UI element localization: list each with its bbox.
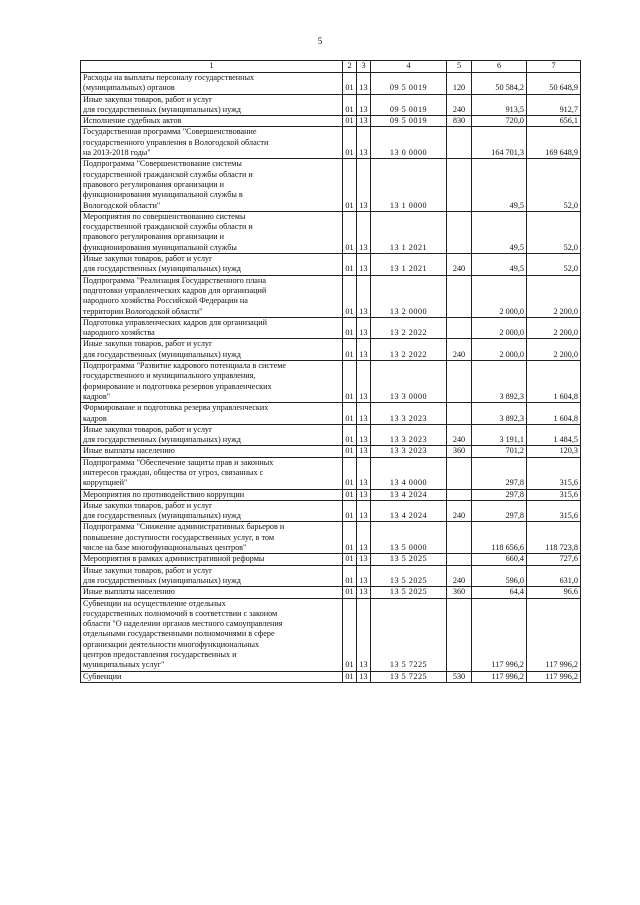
amount-year-2: 169 648,9: [527, 127, 581, 159]
subsection-code: 13: [357, 254, 371, 276]
target-article-code: 13 5 7225: [371, 671, 447, 682]
amount-year-2: 1 604,8: [527, 403, 581, 425]
target-article-code: 13 3 2023: [371, 424, 447, 446]
section-code: 01: [343, 500, 357, 522]
section-code: 01: [343, 73, 357, 95]
amount-year-1: 701,2: [472, 446, 527, 457]
header-cell: 5: [447, 61, 472, 73]
section-code: 01: [343, 127, 357, 159]
subsection-code: 13: [357, 489, 371, 500]
row-name: Иные выплаты населению: [81, 587, 343, 598]
subsection-code: 13: [357, 211, 371, 253]
table-row: [81, 500, 581, 522]
row-name: Подпрограмма "Совершенствование системы государственной гражданской службы области и правового регулирования организации и функционирования муниципальной службы в Вологодской области": [81, 159, 343, 211]
row-name: Подпрограмма "Развитие кадрового потенциала в системе государственного и муниципального управления, формирование и подготовка резервов управленческих кадров": [81, 361, 343, 403]
table-header-row: [81, 61, 581, 73]
subsection-code: 13: [357, 275, 371, 317]
subsection-code: 13: [357, 317, 371, 339]
table-row: [81, 211, 581, 253]
amount-year-1: 660,4: [472, 554, 527, 565]
section-code: 01: [343, 116, 357, 127]
section-code: 01: [343, 211, 357, 253]
table-row: [81, 565, 581, 587]
subsection-code: 13: [357, 522, 371, 554]
row-name: Иные закупки товаров, работ и услуг для государственных (муниципальных) нужд: [81, 424, 343, 446]
target-article-code: 13 2 2022: [371, 317, 447, 339]
table-row: [81, 116, 581, 127]
subsection-code: 13: [357, 457, 371, 489]
subsection-code: 13: [357, 554, 371, 565]
table-row: [81, 522, 581, 554]
target-article-code: 13 2 0000: [371, 275, 447, 317]
section-code: 01: [343, 565, 357, 587]
expense-type-code: 240: [447, 565, 472, 587]
subsection-code: 13: [357, 361, 371, 403]
row-name: Мероприятия по совершенствованию системы государственной гражданской службы области и правового регулирования организации и функционирования муниципальной службы: [81, 211, 343, 253]
target-article-code: 13 5 2025: [371, 587, 447, 598]
amount-year-2: 2 200,0: [527, 339, 581, 361]
expense-type-code: [447, 403, 472, 425]
table-row: [81, 73, 581, 95]
expense-type-code: [447, 317, 472, 339]
target-article-code: 13 1 2021: [371, 211, 447, 253]
amount-year-2: 117 996,2: [527, 671, 581, 682]
row-name: Субвенции: [81, 671, 343, 682]
expense-type-code: 830: [447, 116, 472, 127]
row-name: Формирование и подготовка резерва управленческих кадров: [81, 403, 343, 425]
row-name: Мероприятия по противодействию коррупции: [81, 489, 343, 500]
amount-year-2: 727,6: [527, 554, 581, 565]
table-row: [81, 598, 581, 671]
amount-year-1: 50 584,2: [472, 73, 527, 95]
amount-year-2: 912,7: [527, 94, 581, 116]
section-code: 01: [343, 361, 357, 403]
amount-year-2: 52,0: [527, 211, 581, 253]
expense-type-code: 530: [447, 671, 472, 682]
subsection-code: 13: [357, 587, 371, 598]
section-code: 01: [343, 339, 357, 361]
subsection-code: 13: [357, 403, 371, 425]
table-row: [81, 403, 581, 425]
subsection-code: 13: [357, 339, 371, 361]
row-name: Подпрограмма "Реализация Государственного плана подготовки управленческих кадров для организаций народного хозяйства Российской Федерации на территории Вологодской области": [81, 275, 343, 317]
amount-year-1: 2 000,0: [472, 339, 527, 361]
amount-year-1: 117 996,2: [472, 671, 527, 682]
section-code: 01: [343, 159, 357, 211]
table-row: [81, 159, 581, 211]
page-number: 5: [317, 36, 323, 46]
header-cell: 6: [472, 61, 527, 73]
header-cell: 3: [357, 61, 371, 73]
table-row: [81, 671, 581, 682]
row-name: Иные закупки товаров, работ и услуг для государственных (муниципальных) нужд: [81, 565, 343, 587]
expense-type-code: [447, 211, 472, 253]
row-name: Иные закупки товаров, работ и услуг для государственных (муниципальных) нужд: [81, 500, 343, 522]
section-code: 01: [343, 446, 357, 457]
table-row: [81, 554, 581, 565]
target-article-code: 13 4 0000: [371, 457, 447, 489]
section-code: 01: [343, 489, 357, 500]
header-cell: 1: [81, 61, 343, 73]
expense-type-code: [447, 554, 472, 565]
target-article-code: 13 5 2025: [371, 554, 447, 565]
target-article-code: 09 5 0019: [371, 94, 447, 116]
target-article-code: 09 5 0019: [371, 116, 447, 127]
section-code: 01: [343, 424, 357, 446]
amount-year-1: 720,0: [472, 116, 527, 127]
subsection-code: 13: [357, 565, 371, 587]
amount-year-1: 64,4: [472, 587, 527, 598]
expense-type-code: 240: [447, 254, 472, 276]
subsection-code: 13: [357, 94, 371, 116]
target-article-code: 13 5 0000: [371, 522, 447, 554]
subsection-code: 13: [357, 500, 371, 522]
amount-year-1: 118 656,6: [472, 522, 527, 554]
amount-year-2: 52,0: [527, 159, 581, 211]
table-row: [81, 361, 581, 403]
amount-year-1: 297,8: [472, 489, 527, 500]
expense-type-code: [447, 275, 472, 317]
target-article-code: 09 5 0019: [371, 73, 447, 95]
amount-year-1: 164 701,3: [472, 127, 527, 159]
row-name: Исполнение судебных актов: [81, 116, 343, 127]
amount-year-1: 3 191,1: [472, 424, 527, 446]
header-cell: 7: [527, 61, 581, 73]
amount-year-2: 52,0: [527, 254, 581, 276]
expense-type-code: 360: [447, 587, 472, 598]
amount-year-2: 118 723,8: [527, 522, 581, 554]
expense-type-code: [447, 127, 472, 159]
subsection-code: 13: [357, 446, 371, 457]
section-code: 01: [343, 587, 357, 598]
amount-year-2: 631,0: [527, 565, 581, 587]
section-code: 01: [343, 94, 357, 116]
budget-table: [80, 60, 581, 683]
target-article-code: 13 3 2023: [371, 446, 447, 457]
amount-year-2: 1 484,5: [527, 424, 581, 446]
expense-type-code: [447, 598, 472, 671]
subsection-code: 13: [357, 598, 371, 671]
section-code: 01: [343, 317, 357, 339]
table-row: [81, 424, 581, 446]
amount-year-1: 3 892,3: [472, 361, 527, 403]
row-name: Иные закупки товаров, работ и услуг для государственных (муниципальных) нужд: [81, 339, 343, 361]
amount-year-1: 117 996,2: [472, 598, 527, 671]
target-article-code: 13 2 2022: [371, 339, 447, 361]
amount-year-1: 2 000,0: [472, 275, 527, 317]
table-row: [81, 254, 581, 276]
target-article-code: 13 1 2021: [371, 254, 447, 276]
amount-year-1: 3 892,3: [472, 403, 527, 425]
subsection-code: 13: [357, 116, 371, 127]
subsection-code: 13: [357, 424, 371, 446]
table-row: [81, 317, 581, 339]
amount-year-1: 297,8: [472, 500, 527, 522]
section-code: 01: [343, 671, 357, 682]
section-code: 01: [343, 457, 357, 489]
row-name: Иные закупки товаров, работ и услуг для государственных (муниципальных) нужд: [81, 94, 343, 116]
amount-year-1: 49,5: [472, 254, 527, 276]
amount-year-1: 297,8: [472, 457, 527, 489]
row-name: Иные закупки товаров, работ и услуг для государственных (муниципальных) нужд: [81, 254, 343, 276]
section-code: 01: [343, 403, 357, 425]
row-name: Подпрограмма "Обеспечение защиты прав и законных интересов граждан, общества от угроз, связанных с коррупцией": [81, 457, 343, 489]
expense-type-code: [447, 522, 472, 554]
row-name: Мероприятия в рамках административной реформы: [81, 554, 343, 565]
expense-type-code: 120: [447, 73, 472, 95]
amount-year-1: 913,5: [472, 94, 527, 116]
section-code: 01: [343, 522, 357, 554]
expense-type-code: [447, 159, 472, 211]
amount-year-2: 117 996,2: [527, 598, 581, 671]
amount-year-2: 315,6: [527, 500, 581, 522]
row-name: Расходы на выплаты персоналу государственных (муниципальных) органов: [81, 73, 343, 95]
header-cell: 4: [371, 61, 447, 73]
amount-year-1: 49,5: [472, 211, 527, 253]
table-row: [81, 94, 581, 116]
subsection-code: 13: [357, 127, 371, 159]
amount-year-2: 2 200,0: [527, 317, 581, 339]
amount-year-1: 49,5: [472, 159, 527, 211]
expense-type-code: 360: [447, 446, 472, 457]
section-code: 01: [343, 554, 357, 565]
expense-type-code: 240: [447, 339, 472, 361]
amount-year-1: 2 000,0: [472, 317, 527, 339]
expense-type-code: [447, 457, 472, 489]
section-code: 01: [343, 275, 357, 317]
target-article-code: 13 5 2025: [371, 565, 447, 587]
amount-year-1: 596,0: [472, 565, 527, 587]
subsection-code: 13: [357, 73, 371, 95]
target-article-code: 13 0 0000: [371, 127, 447, 159]
amount-year-2: 96,6: [527, 587, 581, 598]
expense-type-code: 240: [447, 94, 472, 116]
expense-type-code: 240: [447, 424, 472, 446]
subsection-code: 13: [357, 671, 371, 682]
target-article-code: 13 4 2024: [371, 489, 447, 500]
table-row: [81, 489, 581, 500]
target-article-code: 13 4 2024: [371, 500, 447, 522]
amount-year-2: 1 604,8: [527, 361, 581, 403]
row-name: Подготовка управленческих кадров для организаций народного хозяйства: [81, 317, 343, 339]
amount-year-2: 50 648,9: [527, 73, 581, 95]
expense-type-code: [447, 361, 472, 403]
expense-type-code: [447, 489, 472, 500]
expense-type-code: 240: [447, 500, 472, 522]
table-row: [81, 446, 581, 457]
target-article-code: 13 3 2023: [371, 403, 447, 425]
subsection-code: 13: [357, 159, 371, 211]
row-name: Государственная программа "Совершенствование государственного управления в Вологодской области на 2013-2018 годы": [81, 127, 343, 159]
target-article-code: 13 3 0000: [371, 361, 447, 403]
target-article-code: 13 1 0000: [371, 159, 447, 211]
table-row: [81, 127, 581, 159]
row-name: Иные выплаты населению: [81, 446, 343, 457]
amount-year-2: 315,6: [527, 489, 581, 500]
table-row: [81, 339, 581, 361]
header-cell: 2: [343, 61, 357, 73]
row-name: Субвенции на осуществление отдельных государственных полномочий в соответствии с законом области "О наделении органов местного самоуправления отдельными государственными полномочиями в сфере организации деятельности многофункциональных центров предоставления государственных и муниципальных услуг": [81, 598, 343, 671]
table-row: [81, 457, 581, 489]
section-code: 01: [343, 254, 357, 276]
row-name: Подпрограмма "Снижение административных барьеров и повышение доступности государственных услуг, в том числе на базе многофункциональных центров": [81, 522, 343, 554]
table-row: [81, 587, 581, 598]
amount-year-2: 656,1: [527, 116, 581, 127]
amount-year-2: 315,6: [527, 457, 581, 489]
section-code: 01: [343, 598, 357, 671]
target-article-code: 13 5 7225: [371, 598, 447, 671]
table-row: [81, 275, 581, 317]
amount-year-2: 120,3: [527, 446, 581, 457]
amount-year-2: 2 200,0: [527, 275, 581, 317]
